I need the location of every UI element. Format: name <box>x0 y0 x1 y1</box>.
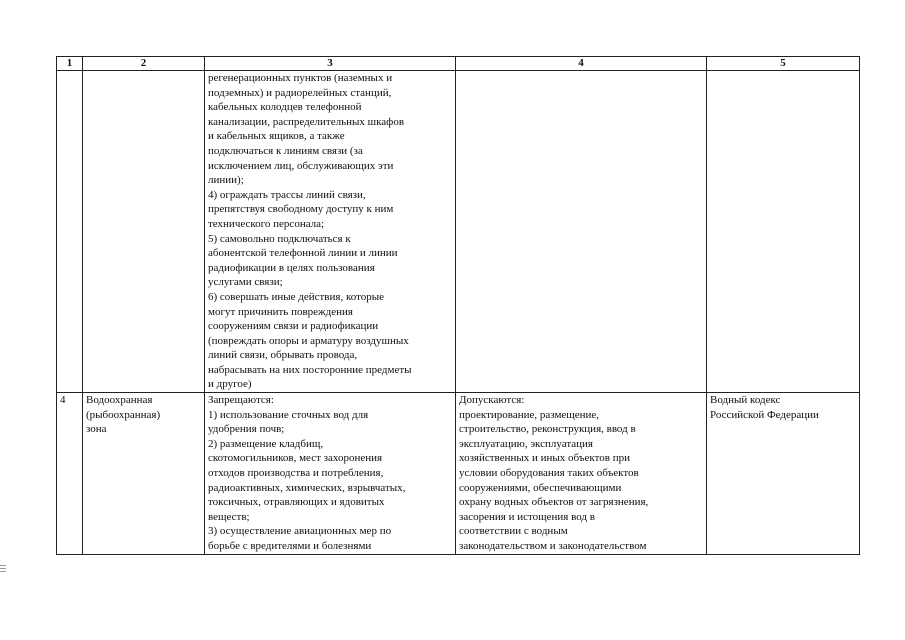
table-row-continued <box>57 71 860 393</box>
text-line: 6) совершать иные действия, которые <box>208 290 385 303</box>
text-line: сооружениям связи и радиофикации <box>208 320 379 333</box>
text-line: услугами связи; <box>208 276 283 289</box>
text-line: хозяйственных и иных объектов при <box>459 452 631 465</box>
text-line: токсичных, отравляющих и ядовитых <box>208 496 385 509</box>
cell-permitted <box>456 393 707 555</box>
table-header-row <box>57 57 860 71</box>
header-col-3: 3 <box>205 57 456 71</box>
text-line: борьбе с вредителями и болезнями <box>208 540 372 552</box>
cell-row-number: 4 <box>57 393 83 555</box>
table-row-4 <box>57 393 860 555</box>
text-line: Российской Федерации <box>710 408 819 421</box>
text-line: Водный кодекс <box>710 394 781 407</box>
text-line: регенерационных пунктов (наземных и <box>208 72 393 84</box>
text-line: 5) самовольно подключаться к <box>208 232 351 245</box>
text-line: засорения и истощения вод в <box>459 510 595 523</box>
text-line: кабельных колодцев телефонной <box>208 101 362 114</box>
cell-num-empty <box>57 71 83 393</box>
cell-restrictions-continued <box>205 71 456 393</box>
cell-zone-name <box>83 393 205 555</box>
cell-restrictions <box>205 393 456 555</box>
text-line: 3) осуществление авиационных мер по <box>208 525 392 538</box>
text-line: удобрения почв; <box>208 423 285 436</box>
cell-legal-basis <box>707 393 860 555</box>
text-line: сооружениями, обеспечивающими <box>459 481 622 494</box>
text-line: линий связи, обрывать провода, <box>208 349 358 362</box>
text-line: скотомогильников, мест захоронения <box>208 452 383 465</box>
text-line: исключением лиц, обслуживающих эти <box>208 159 394 172</box>
text-line: (повреждать опоры и арматуру воздушных <box>208 334 409 347</box>
regulation-table <box>56 56 860 555</box>
text-line: подземных) и радиорелейных станций, <box>208 86 392 99</box>
cell-permitted-empty <box>456 71 707 393</box>
header-col-2: 2 <box>83 57 205 71</box>
text-line: зона <box>86 423 107 436</box>
text-line: канализации, распределительных шкафов <box>208 115 405 128</box>
header-col-4: 4 <box>456 57 707 71</box>
text-line: законодательством и законодательством <box>459 540 647 552</box>
text-line: проектирование, размещение, <box>459 408 600 421</box>
text-line: набрасывать на них посторонние предметы <box>208 363 412 376</box>
header-col-1: 1 <box>57 57 83 71</box>
text-line: веществ; <box>208 510 250 523</box>
text-line: и другое) <box>208 378 252 391</box>
text-line: Запрещаются: <box>208 394 274 407</box>
text-line: Допускаются: <box>459 394 525 407</box>
text-line: Водоохранная <box>86 394 153 407</box>
text-line: радиоактивных, химических, взрывчатых, <box>208 481 406 494</box>
text-line: 4) ограждать трассы линий связи, <box>208 188 366 201</box>
text-line: препятствуя свободному доступу к ним <box>208 203 394 216</box>
text-line: соответствии с водным <box>459 525 568 538</box>
margin-mark <box>0 563 6 573</box>
text-line: радиофикации в целях пользования <box>208 261 375 274</box>
text-line: могут причинить повреждения <box>208 305 353 318</box>
text-line: охрану водных объектов от загрязнения, <box>459 496 649 509</box>
cell-zone-empty <box>83 71 205 393</box>
text-line: отходов производства и потребления, <box>208 467 384 480</box>
text-line: (рыбоохранная) <box>86 408 161 421</box>
text-line: строительство, реконструкция, ввод в <box>459 423 636 436</box>
cell-basis-empty <box>707 71 860 393</box>
text-line: эксплуатацию, эксплуатация <box>459 437 593 450</box>
text-line: технического персонала; <box>208 217 325 230</box>
text-line: линии); <box>208 174 244 187</box>
text-line: условии оборудования таких объектов <box>459 467 639 480</box>
text-line: 1) использование сточных вод для <box>208 408 369 421</box>
text-line: 2) размещение кладбищ, <box>208 437 324 450</box>
text-line: абонентской телефонной линии и линии <box>208 247 398 260</box>
text-line: и кабельных ящиков, а также <box>208 130 345 143</box>
text-line: подключаться к линиям связи (за <box>208 144 363 157</box>
header-col-5: 5 <box>707 57 860 71</box>
